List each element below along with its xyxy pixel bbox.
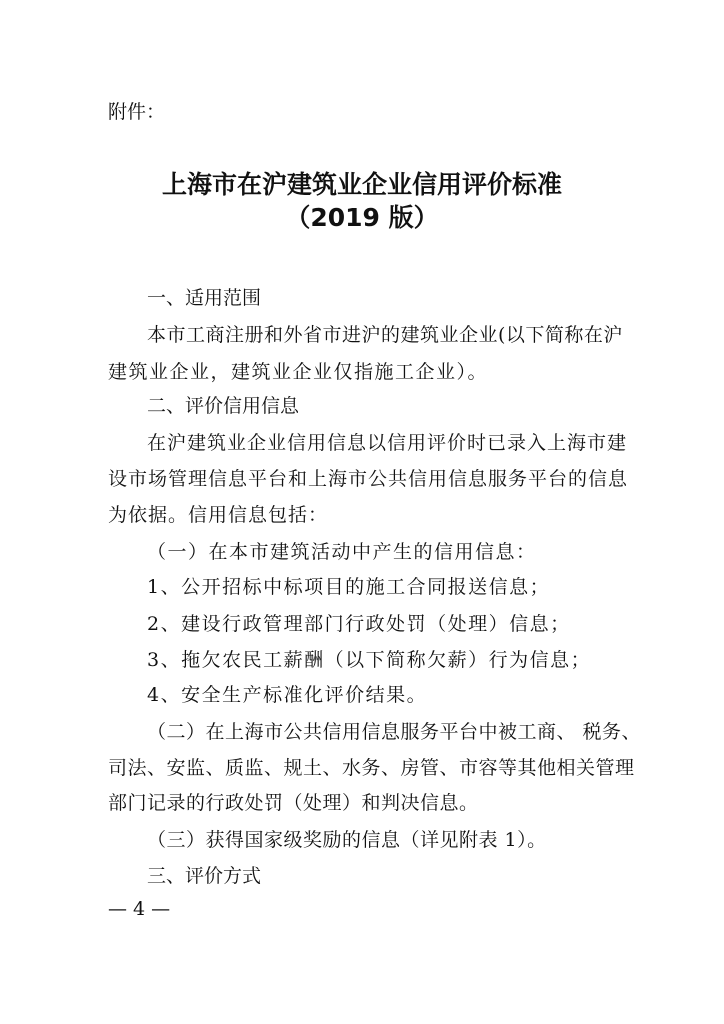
paragraph-line: 建筑业企业，建筑业企业仅指施工企业）。 <box>108 361 489 383</box>
paragraph-line: 本市工商注册和外省市进沪的建筑业企业(以下简称在沪 <box>147 324 623 346</box>
page-number: — 4 — <box>108 898 171 920</box>
list-item: 3、拖欠农民工薪酬（以下简称欠薪）行为信息； <box>147 649 592 671</box>
list-item: 4、安全生产标准化评价结果。 <box>147 684 428 706</box>
attachment-label: 附件： <box>108 101 166 123</box>
subsection-line: （二）在上海市公共信用信息服务平台中被工商、 税务、 <box>147 721 642 743</box>
section-heading-scope: 一、适用范围 <box>147 287 262 309</box>
document-edition: （2019 版） <box>285 203 439 232</box>
document-title: 上海市在沪建筑业企业信用评价标准 <box>161 170 562 199</box>
section-heading-method: 三、评价方式 <box>147 865 262 887</box>
paragraph-line: 设市场管理信息平台和上海市公共信用信息服务平台的信息 <box>108 468 629 490</box>
list-item: 2、建设行政管理部门行政处罚（处理）信息； <box>147 613 571 635</box>
list-item: 1、公开招标中标项目的施工合同报送信息； <box>147 576 551 598</box>
paragraph-line: 部门记录的行政处罚（处理）和判决信息。 <box>108 792 479 814</box>
subsection-line: （三）获得国家级奖励的信息（详见附表 1）。 <box>147 829 547 851</box>
paragraph-line: 为依据。信用信息包括： <box>108 504 329 526</box>
paragraph-line: 司法、安监、质监、规土、水务、房管、市容等其他相关管理 <box>108 757 635 779</box>
subsection-line: （一）在本市建筑活动中产生的信用信息： <box>147 541 537 563</box>
section-heading-credit-info: 二、评价信用信息 <box>147 395 300 417</box>
paragraph-line: 在沪建筑业企业信用信息以信用评价时已录入上海市建 <box>147 432 628 454</box>
